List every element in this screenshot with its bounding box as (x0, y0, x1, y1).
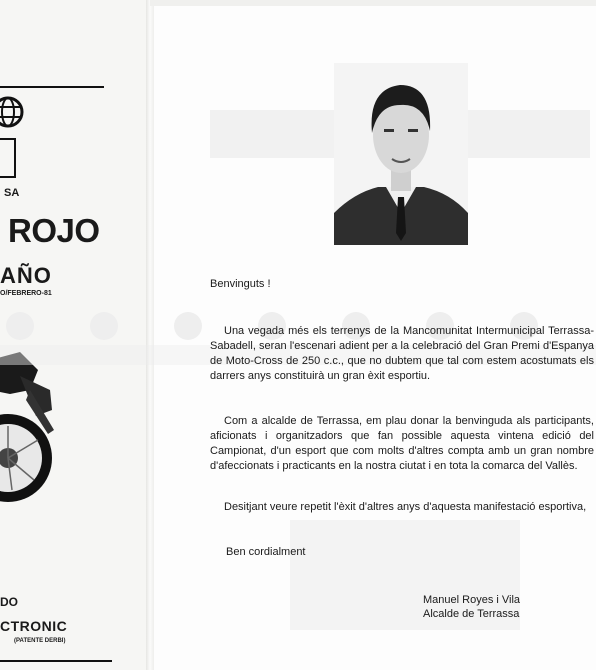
brand-fragment: SA (4, 187, 20, 199)
letter-paragraph-2: Com a alcalde de Terrassa, em plau donar la benvinguda als participants, aficionats i organitzadors que fan possible aquesta vintena edició del Campionat, d'un esport que com molts d'altres compta amb un gran nombre d'afeccionats i practicants en la nostra ciutat i en tota la comarca del Vallès. (210, 415, 594, 473)
brand-electronic: CTRONIC (0, 618, 68, 634)
signature-name: Manuel Royes i Vila (423, 594, 521, 606)
letter-greeting: Benvinguts ! (210, 278, 271, 290)
brand-fragment-2: DO (0, 595, 18, 609)
letter-paragraph-3: Desitjant veure repetit l'èxit d'altres anys d'aquesta manifestació esportiva, (224, 501, 587, 513)
mayor-portrait-photo (334, 63, 468, 245)
signature-title: Alcalde de Terrassa (423, 608, 520, 620)
signature-block (423, 593, 520, 621)
patente-label: (PATENTE DERBI) (14, 638, 66, 644)
letter-paragraph-1: Una vegada més els terrenys de la Mancomunitat Intermunicipal Terrassa-Sabadell, seran l'escenari adient per a la celebració del Gran Premi d'Espanya de Moto-Cross de 250 c.c., que no dubtem que tal com estem acostumats els darrers anys constituirà un gran èxit esportiu. (210, 325, 594, 383)
headline-rojo: ROJO (8, 212, 100, 249)
headline-ano: AÑO (0, 263, 52, 288)
letter-closing: Ben cordialment (226, 546, 306, 558)
issue-date: O/FEBRERO-81 (0, 290, 52, 297)
